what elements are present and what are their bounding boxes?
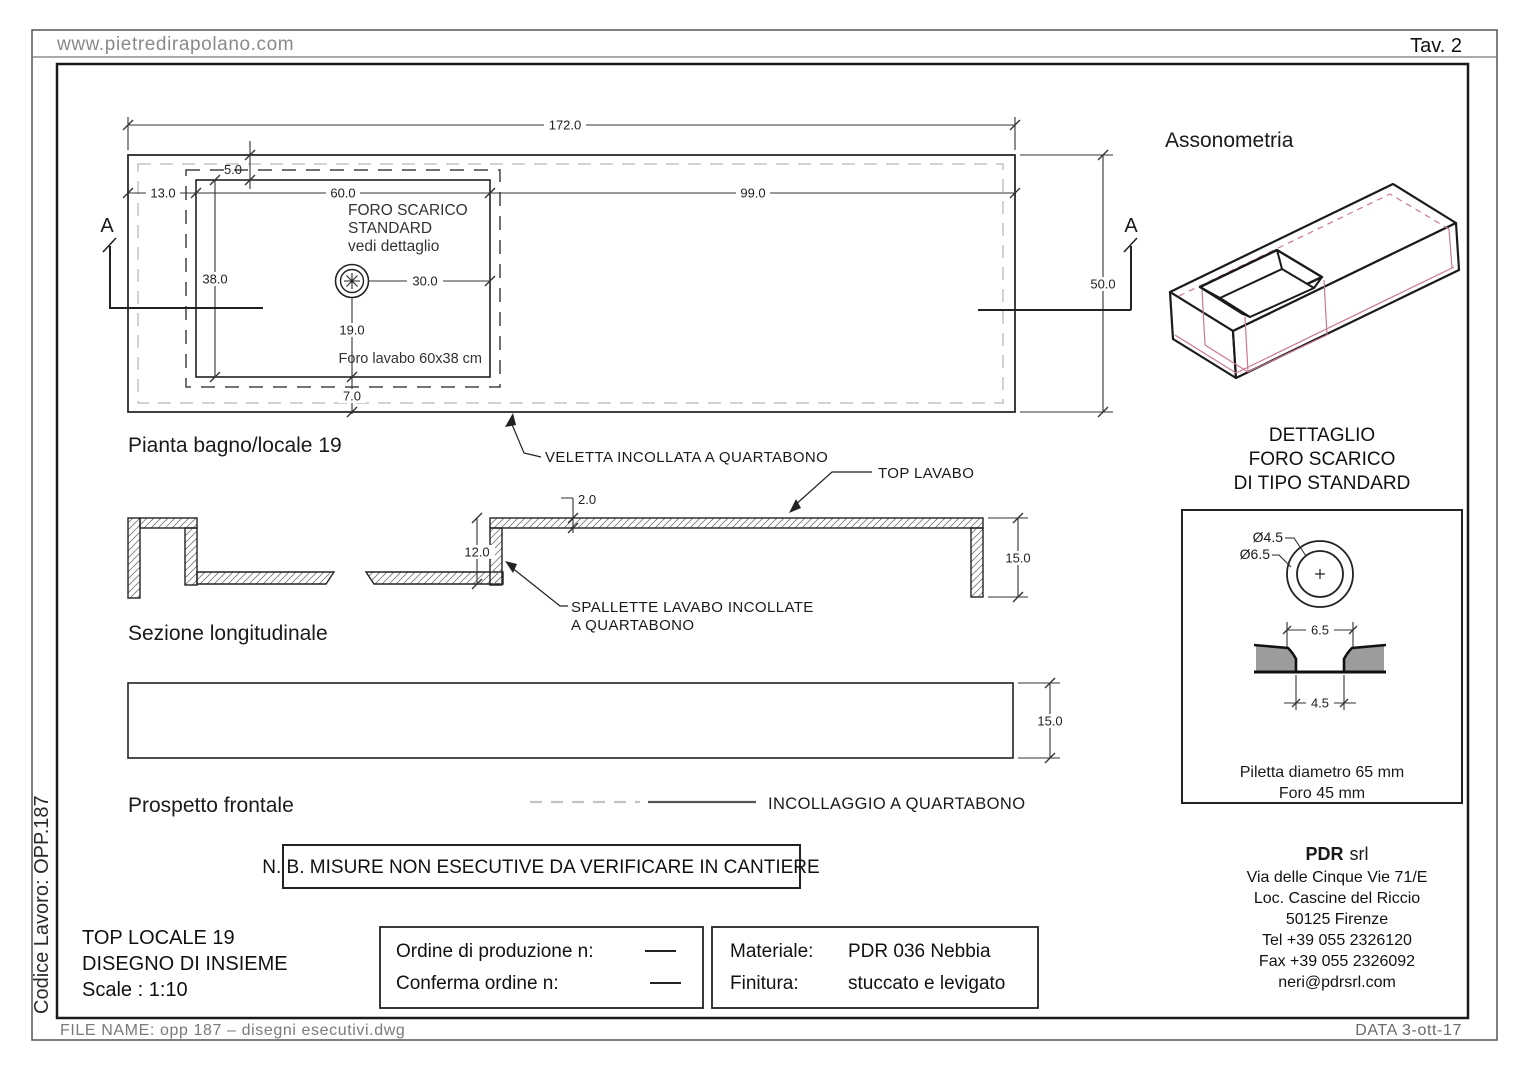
- veletta-leader: [511, 422, 541, 457]
- dim-bottom-offset: 7.0: [342, 388, 362, 404]
- detail-dia-large: Ø6.5: [1239, 546, 1270, 562]
- website-url: www.pietredirapolano.com: [57, 34, 295, 55]
- section-basin-bottom-left: [197, 572, 334, 584]
- top-lavabo-label: TOP LAVABO: [878, 465, 975, 482]
- dim-basin-depth: 12.0: [464, 544, 490, 560]
- veletta-callout-label: VELETTA INCOLLATA A QUARTABONO: [545, 449, 829, 466]
- date: DATA 3-ott-17: [1355, 1022, 1462, 1039]
- dim-right-offset: 99.0: [740, 185, 766, 201]
- plan-title: Pianta bagno/locale 19: [128, 434, 342, 457]
- section-title: Sezione longitudinale: [128, 622, 328, 645]
- section-left-veletta: [128, 518, 140, 598]
- section-right-veletta: [971, 528, 983, 597]
- order-label: Ordine di produzione n:: [396, 941, 594, 962]
- axonometry-drawing: [1170, 184, 1459, 378]
- dim-countersink-top: 6.5: [1310, 622, 1330, 638]
- dim-edge-height: 15.0: [1005, 550, 1031, 566]
- dim-top-offset: 5.0: [223, 162, 243, 177]
- note-text: N. B. MISURE NON ESECUTIVE DA VERIFICARE IN CANTIERE: [262, 857, 820, 878]
- finish-label: Finitura:: [730, 973, 799, 994]
- dim-front-height: 15.0: [1037, 713, 1063, 729]
- drain-note-line2: STANDARD: [348, 220, 433, 237]
- section-dimension-lines: [477, 498, 1031, 597]
- spallette-label-line2: A QUARTABONO: [571, 617, 695, 634]
- company-name-suffix: srl: [1349, 844, 1369, 864]
- spallette-label-line1: SPALLETTE LAVABO INCOLLATE: [571, 599, 814, 616]
- top-lavabo-leader: [794, 472, 872, 506]
- section-letter-left: A: [100, 215, 114, 237]
- company-tel: Tel +39 055 2326120: [1262, 932, 1412, 949]
- dim-hole-depth: 38.0: [202, 271, 228, 287]
- order-blank-dashes: [645, 951, 681, 983]
- dim-drain-down: 19.0: [339, 322, 365, 338]
- drain-note-line3: vedi dettaglio: [348, 238, 440, 255]
- confirm-label: Conferma ordine n:: [396, 973, 559, 994]
- detail-title-line2: FORO SCARICO: [1248, 449, 1396, 470]
- detail-note-line1: Piletta diametro 65 mm: [1239, 764, 1405, 781]
- hole-size-label: Foro lavabo 60x38 cm: [338, 351, 482, 367]
- dim-countersink-bottom: 4.5: [1310, 695, 1330, 711]
- section-slab-left: [140, 518, 197, 528]
- drawing-scale: Scale : 1:10: [82, 979, 188, 1001]
- dim-drain-from-edge: 30.0: [412, 273, 438, 289]
- veletta-arrowhead: [505, 413, 516, 427]
- project-line1: TOP LOCALE 19: [82, 927, 235, 949]
- section-slab-right: [490, 518, 983, 528]
- detail-title-line3: DI TIPO STANDARD: [1233, 473, 1411, 494]
- dim-left-offset: 13.0: [150, 185, 176, 201]
- company-name-bold: PDR: [1305, 844, 1344, 864]
- section-geometry: [128, 518, 983, 598]
- spallette-leader: [511, 567, 568, 606]
- order-box: [380, 927, 703, 1008]
- dim-hole-width: 60.0: [330, 185, 356, 201]
- sheet-number: Tav. 2: [1410, 35, 1462, 57]
- drain-note-line1: FORO SCARICO: [348, 202, 468, 219]
- material-box: [712, 927, 1038, 1008]
- finish-value: stuccato e levigato: [848, 973, 1006, 994]
- file-name: FILE NAME: opp 187 – disegni esecutivi.dwg: [60, 1022, 406, 1039]
- material-value: PDR 036 Nebbia: [848, 941, 991, 962]
- front-title: Prospetto frontale: [128, 794, 294, 817]
- dim-top-thickness: 2.0: [578, 492, 597, 507]
- company-address2: Loc. Cascine del Riccio: [1253, 890, 1421, 907]
- dim-total-depth: 50.0: [1090, 276, 1116, 292]
- axonometry-title: Assonometria: [1165, 129, 1294, 152]
- company-email: neri@pdrsrl.com: [1278, 974, 1396, 991]
- company-address3: 50125 Firenze: [1285, 911, 1389, 928]
- company-name: [1305, 844, 1368, 864]
- front-outline: [128, 683, 1013, 758]
- company-fax: Fax +39 055 2326092: [1258, 953, 1416, 970]
- material-label: Materiale:: [730, 941, 814, 962]
- section-letter-right: A: [1124, 215, 1138, 237]
- detail-title-line1: DETTAGLIO: [1268, 425, 1376, 446]
- detail-note-line2: Foro 45 mm: [1278, 785, 1366, 802]
- company-address1: Via delle Cinque Vie 71/E: [1246, 869, 1428, 886]
- section-basin-bottom-right: [366, 572, 503, 584]
- section-left-wall: [185, 528, 197, 585]
- job-code-vertical: Codice Lavoro: OPP.187: [31, 795, 53, 1014]
- detail-dia-small: Ø4.5: [1252, 529, 1283, 545]
- project-line2: DISEGNO DI INSIEME: [82, 953, 288, 975]
- detail-box: [1182, 510, 1462, 803]
- legend-label: INCOLLAGGIO A QUARTABONO: [768, 795, 1026, 813]
- dim-total-width: 172.0: [548, 117, 582, 133]
